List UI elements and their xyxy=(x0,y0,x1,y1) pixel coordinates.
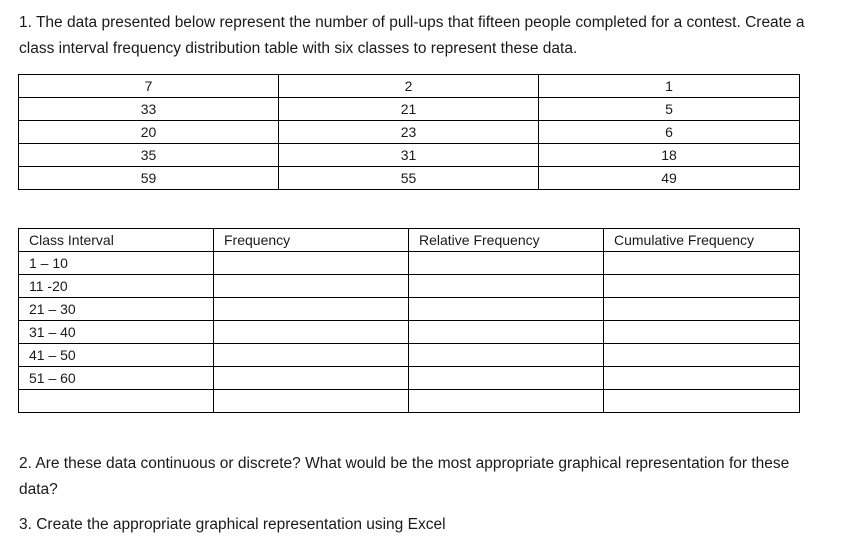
frequency-distribution-table xyxy=(18,228,800,413)
table-header-row xyxy=(19,229,800,252)
class-interval-cell: 21 – 30 xyxy=(19,298,214,321)
class-interval-cell: 41 – 50 xyxy=(19,344,214,367)
table-row xyxy=(19,390,800,413)
relative-frequency-cell[interactable] xyxy=(409,298,604,321)
data-cell: 5 xyxy=(539,98,800,121)
frequency-cell[interactable] xyxy=(214,344,409,367)
table-row xyxy=(19,144,800,167)
data-cell: 55 xyxy=(279,167,539,190)
question-2-text: 2. Are these data continuous or discrete? What would be the most appropriate graphical representation for these data? xyxy=(19,455,790,498)
frequency-cell[interactable] xyxy=(214,367,409,390)
table-row xyxy=(19,367,800,390)
relative-frequency-cell[interactable] xyxy=(409,367,604,390)
frequency-cell[interactable] xyxy=(214,321,409,344)
header-relative-frequency: Relative Frequency xyxy=(409,229,604,252)
data-cell: 6 xyxy=(539,121,800,144)
class-interval-cell: 51 – 60 xyxy=(19,367,214,390)
cumulative-frequency-cell[interactable] xyxy=(604,252,800,275)
class-interval-cell: 11 -20 xyxy=(19,275,214,298)
data-cell: 35 xyxy=(19,144,279,167)
table-row xyxy=(19,275,800,298)
cumulative-frequency-cell[interactable] xyxy=(604,275,800,298)
relative-frequency-cell[interactable] xyxy=(409,344,604,367)
data-cell: 59 xyxy=(19,167,279,190)
question-1-text: 1. The data presented below represent the number of pull-ups that fifteen people completed for a contest. Create a class interval frequency distribution table with six classes to represent these data. xyxy=(19,14,805,57)
cumulative-frequency-cell[interactable] xyxy=(604,321,800,344)
frequency-cell[interactable] xyxy=(214,275,409,298)
relative-frequency-cell[interactable] xyxy=(409,275,604,298)
data-cell: 20 xyxy=(19,121,279,144)
data-cell: 2 xyxy=(279,75,539,98)
data-cell: 7 xyxy=(19,75,279,98)
data-cell: 1 xyxy=(539,75,800,98)
table-row xyxy=(19,252,800,275)
frequency-cell[interactable] xyxy=(214,252,409,275)
data-cell: 21 xyxy=(279,98,539,121)
table-row xyxy=(19,75,800,98)
data-cell: 33 xyxy=(19,98,279,121)
table-row xyxy=(19,321,800,344)
cumulative-frequency-cell[interactable] xyxy=(604,298,800,321)
data-cell: 23 xyxy=(279,121,539,144)
pullups-data-table xyxy=(18,74,800,190)
data-cell: 49 xyxy=(539,167,800,190)
cumulative-frequency-cell[interactable] xyxy=(604,390,800,413)
table-row xyxy=(19,344,800,367)
class-interval-cell: 31 – 40 xyxy=(19,321,214,344)
frequency-cell[interactable] xyxy=(214,390,409,413)
class-interval-cell[interactable] xyxy=(19,390,214,413)
table-row xyxy=(19,298,800,321)
table-row xyxy=(19,121,800,144)
data-cell: 18 xyxy=(539,144,800,167)
table-row xyxy=(19,167,800,190)
class-interval-cell: 1 – 10 xyxy=(19,252,214,275)
cumulative-frequency-cell[interactable] xyxy=(604,367,800,390)
relative-frequency-cell[interactable] xyxy=(409,390,604,413)
header-frequency: Frequency xyxy=(214,229,409,252)
data-cell: 31 xyxy=(279,144,539,167)
frequency-cell[interactable] xyxy=(214,298,409,321)
table-row xyxy=(19,98,800,121)
question-3-text: 3. Create the appropriate graphical representation using Excel xyxy=(19,516,446,533)
relative-frequency-cell[interactable] xyxy=(409,321,604,344)
cumulative-frequency-cell[interactable] xyxy=(604,344,800,367)
header-class-interval: Class Interval xyxy=(19,229,214,252)
relative-frequency-cell[interactable] xyxy=(409,252,604,275)
header-cumulative-frequency: Cumulative Frequency xyxy=(604,229,800,252)
